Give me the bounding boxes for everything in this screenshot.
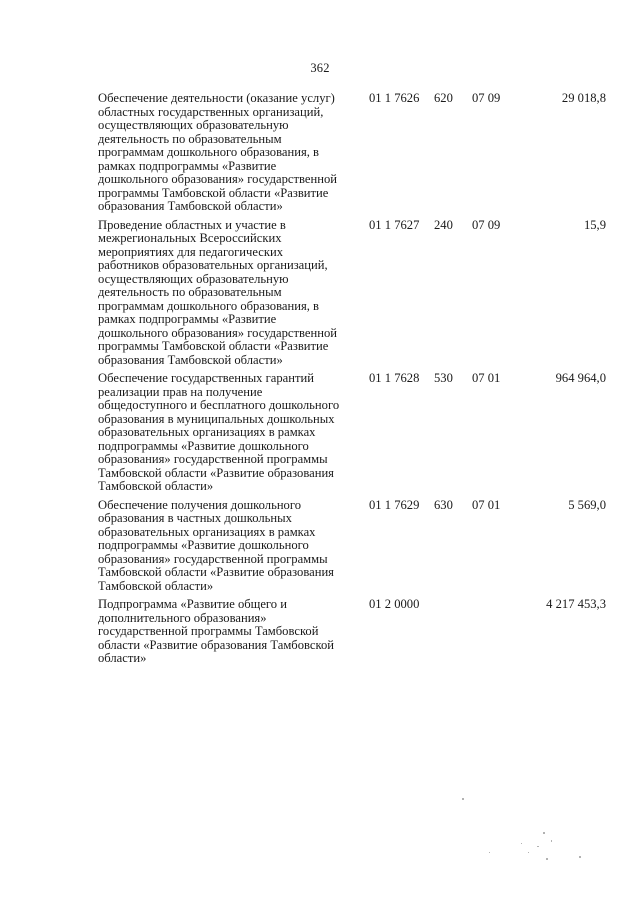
amount: 5 569,0 xyxy=(568,497,606,512)
scan-speck xyxy=(489,852,490,853)
row-description: Проведение областных и участие в межрегиональных Всероссийских мероприятиях для педагогических работников образовательных организаций, осуществляющих образовательную деятельность по образовательным программам дошкольного образования, в рамках подпрограммы «Развитие дошкольного образования» государственной программы Тамбовской области «Развитие образования Тамбовской области» xyxy=(98,217,338,367)
expense-type-code: 620 xyxy=(434,91,453,105)
target-article-code: 01 1 7628 xyxy=(369,371,420,385)
scan-speck xyxy=(528,852,529,853)
section-code: 07 01 xyxy=(472,497,501,512)
target-article-code: 01 1 7627 xyxy=(369,217,420,232)
section-code: 07 09 xyxy=(472,91,501,105)
expense-type-code: 630 xyxy=(434,497,453,512)
row-description: Обеспечение государственных гарантий реализации прав на получение общедоступного и бесплатного дошкольного образования в муниципальных дошкольных образовательных организациях в рамках подпрограммы «Развитие дошкольного образования» государственной программы Тамбовской области «Развитие образования Тамбовской области» xyxy=(98,371,340,493)
scan-speck xyxy=(462,798,464,800)
target-article-code: 01 1 7626 xyxy=(369,91,420,105)
amount: 4 217 453,3 xyxy=(546,597,606,611)
scan-speck xyxy=(543,832,545,834)
scan-speck xyxy=(521,843,522,844)
budget-table xyxy=(98,92,606,671)
amount: 964 964,0 xyxy=(555,371,606,385)
expense-type-code: 240 xyxy=(434,217,453,232)
page-number: 362 xyxy=(310,61,330,75)
section-code: 07 01 xyxy=(472,371,501,385)
scan-speck xyxy=(551,840,552,842)
table-row xyxy=(98,219,606,368)
target-article-code: 01 2 0000 xyxy=(369,597,420,611)
amount: 15,9 xyxy=(583,217,606,232)
scan-speck xyxy=(546,858,548,860)
scan-speck xyxy=(537,846,539,847)
amount: 29 018,8 xyxy=(561,91,606,105)
expense-type-code: 530 xyxy=(434,371,453,385)
row-description: Подпрограмма «Развитие общего и дополнительного образования» государственной программы Тамбовской области «Развитие образования Тамбовской области» xyxy=(98,597,334,665)
target-article-code: 01 1 7629 xyxy=(369,497,420,512)
row-description: Обеспечение получения дошкольного образования в частных дошкольных образовательных организациях в рамках подпрограммы «Развитие дошкольного образования» государственной программы Тамбовской области «Развитие образования Тамбовской области» xyxy=(98,497,334,593)
table-row xyxy=(98,372,606,494)
section-code: 07 09 xyxy=(472,217,501,232)
row-description: Обеспечение деятельности (оказание услуг) областных государственных организаций, осуществляющих образовательную деятельность по образовательным программам дошкольного образования, в рамках подпрограммы «Развитие дошкольного образования» государственной программы Тамбовской области «Развитие образования Тамбовской области» xyxy=(98,91,338,213)
table-row xyxy=(98,499,606,594)
table-row xyxy=(98,598,606,666)
table-row xyxy=(98,92,606,214)
scan-speck xyxy=(579,856,581,858)
